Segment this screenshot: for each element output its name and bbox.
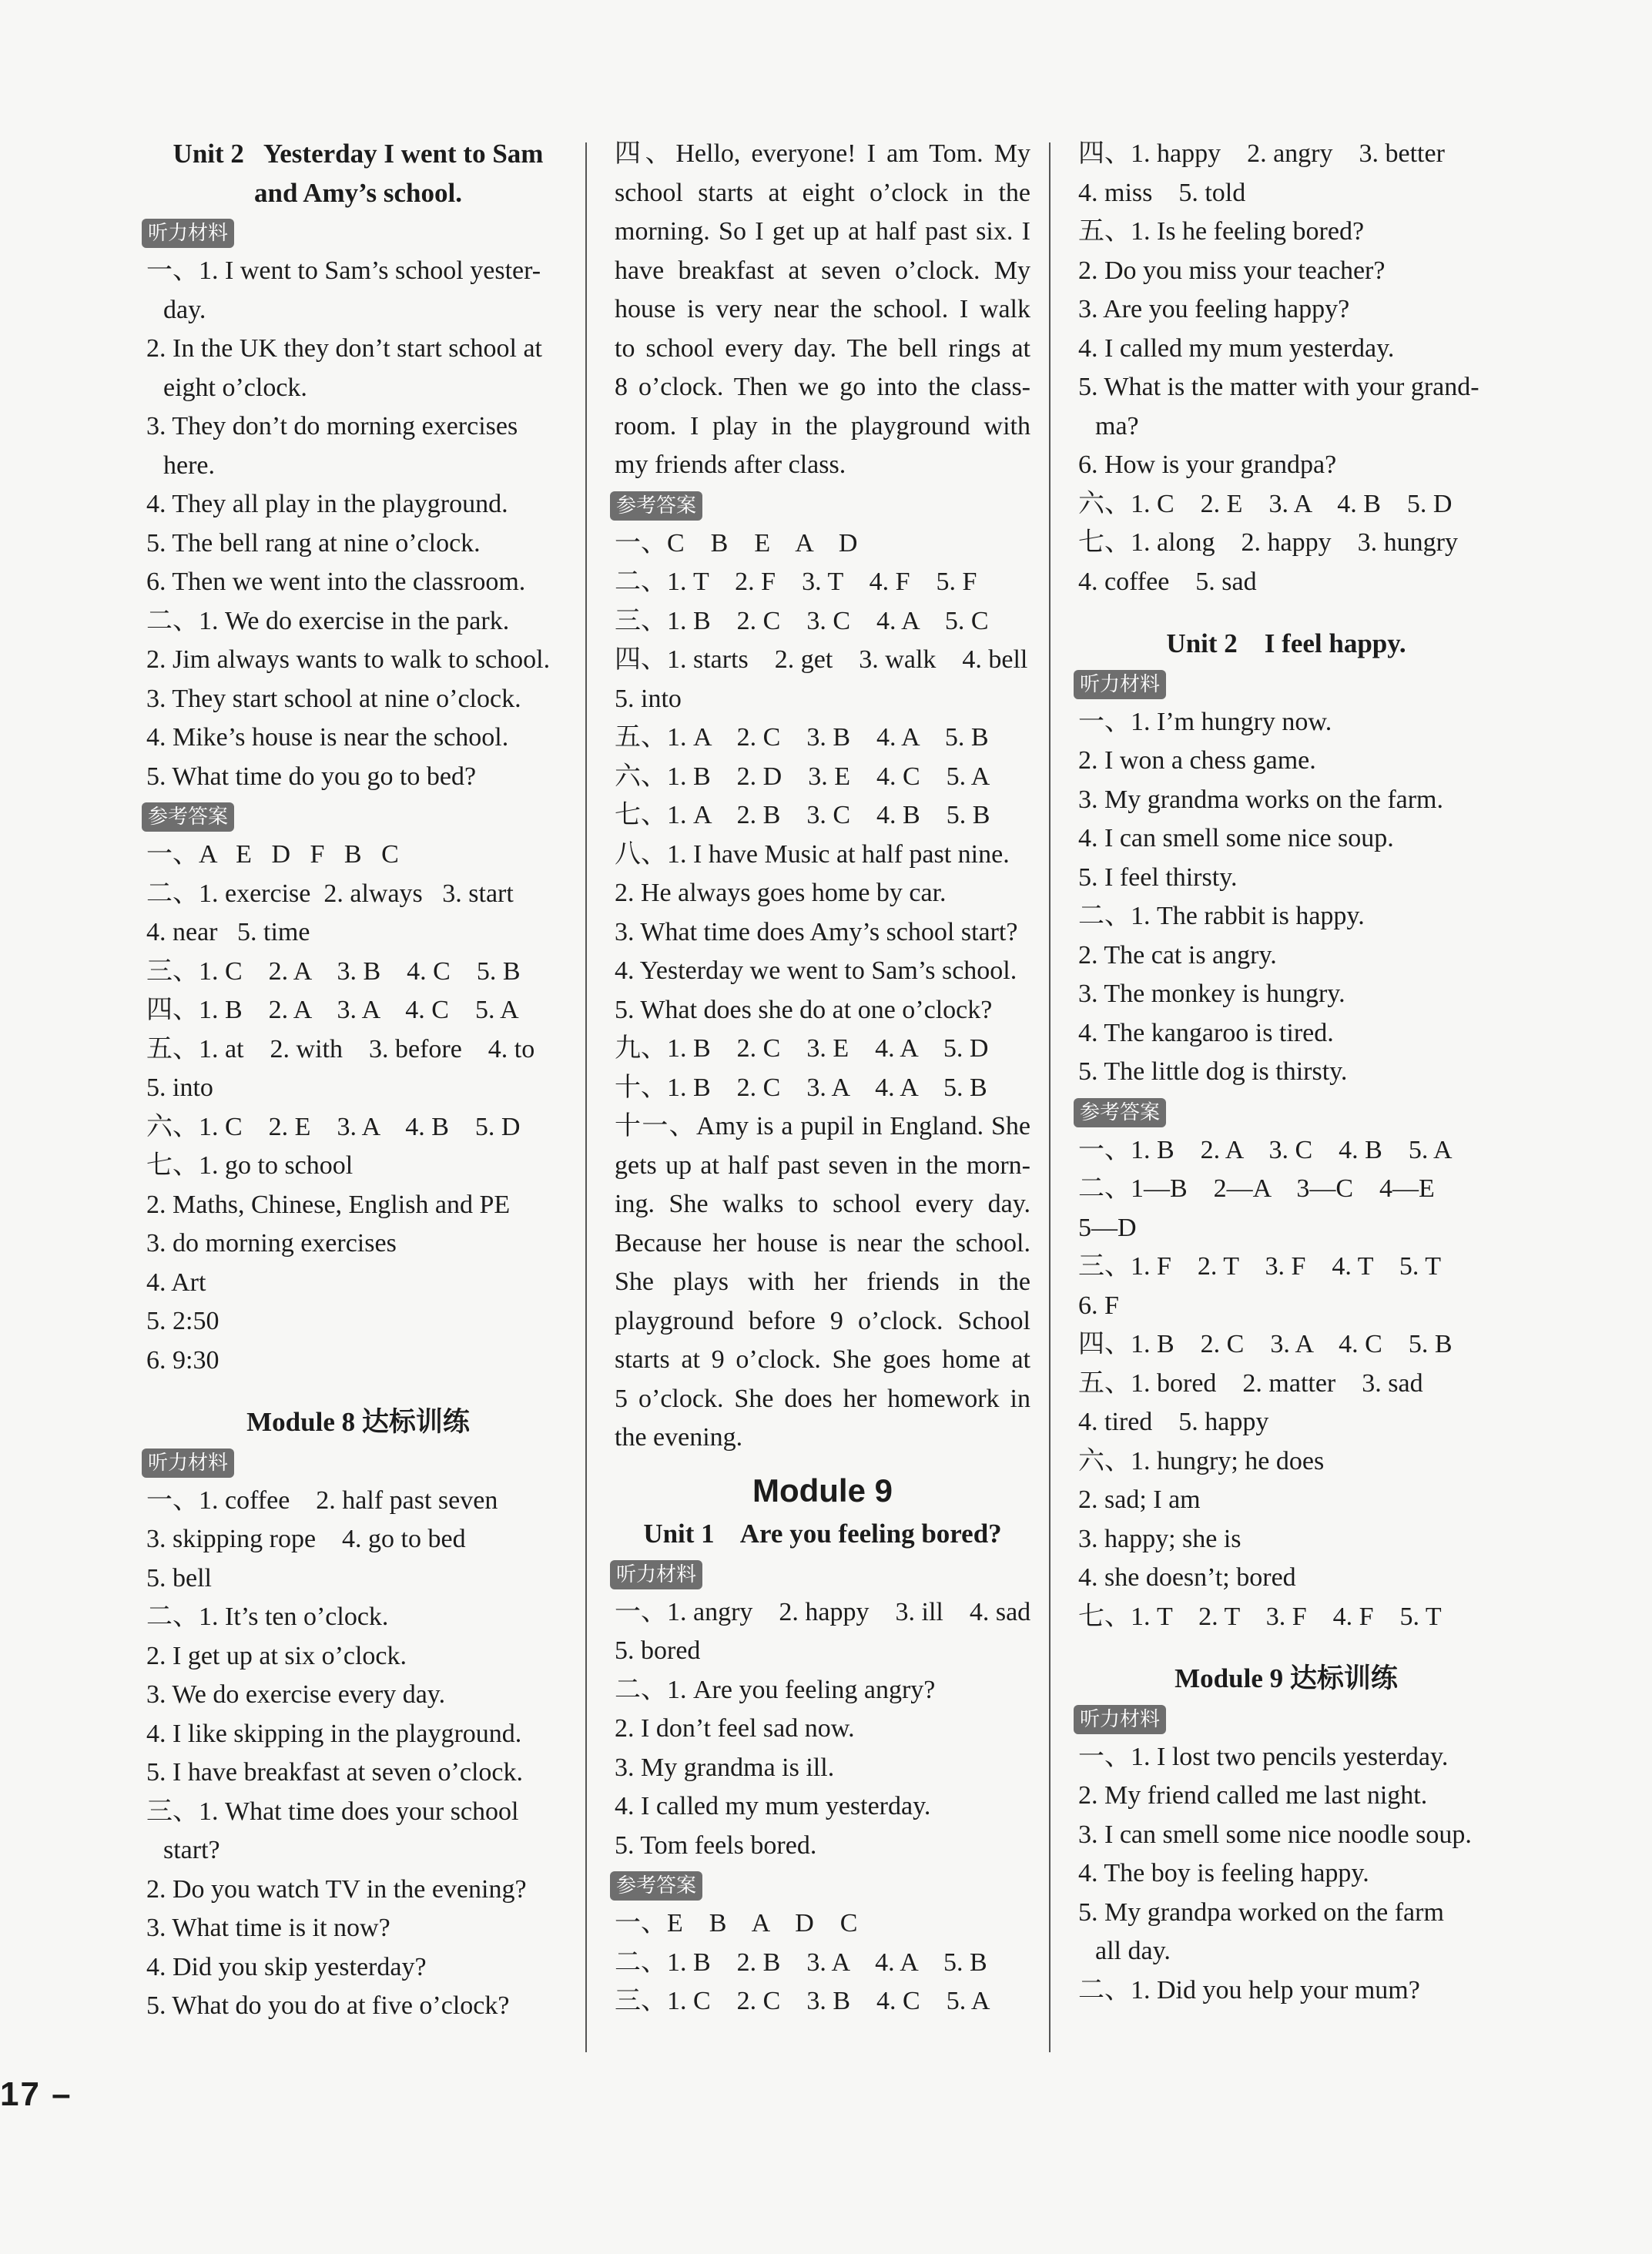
listening-tag: 听力材料 <box>1074 670 1166 699</box>
text-line: 5. The little dog is thirsty. <box>1078 1057 1348 1086</box>
text-line: 3. They start school at nine o’clock. <box>146 684 521 713</box>
text-line: 6. Then we went into the classroom. <box>146 568 526 596</box>
unit2-title: Unit 2 I feel happy. <box>1166 628 1406 658</box>
text-line: ing. She walks to school every day. <box>615 1190 1030 1218</box>
text-line: 六、1. C 2. E 3. A 4. B 5. D <box>146 1112 521 1141</box>
text-line: 五、1. at 2. with 3. before 4. to <box>146 1034 535 1063</box>
text-line: 一、1. I’m hungry now. <box>1078 707 1332 736</box>
answers-tag: 参考答案 <box>142 802 234 832</box>
listening-tag: 听力材料 <box>142 219 234 248</box>
listening-section <box>146 252 570 796</box>
text-line: 一、1. angry 2. happy 3. ill 4. sad <box>615 1597 1031 1626</box>
module9-title: Module 9 <box>752 1472 893 1509</box>
text-line: 三、1. F 2. T 3. F 4. T 5. T <box>1078 1252 1442 1281</box>
text-line: room. I play in the playground with <box>615 411 1030 440</box>
text-line: 2. My friend called me last night. <box>1078 1781 1428 1810</box>
text-line: 四、1. happy 2. angry 3. better <box>1078 139 1445 168</box>
text-line: 四、1. starts 2. get 3. walk 4. bell <box>615 645 1028 674</box>
text-line: 一、A E D F B C <box>146 840 399 869</box>
text-line: 4. I can smell some nice soup. <box>1078 824 1394 852</box>
answers-tag: 参考答案 <box>610 1871 702 1901</box>
text-line: 二、1. Did you help your mum? <box>1078 1975 1420 2004</box>
text-line: 二、1. B 2. B 3. A 4. A 5. B <box>615 1948 987 1977</box>
text-line: have breakfast at seven o’clock. My <box>615 256 1030 285</box>
text-line: 5. bell <box>146 1563 212 1593</box>
text-line: school starts at eight o’clock in the <box>615 178 1030 207</box>
unit1-title: Unit 1 Are you feeling bored? <box>643 1519 1002 1549</box>
text-line: 三、1. C 2. C 3. B 4. C 5. A <box>615 1987 990 2015</box>
text-line: 七、1. along 2. happy 3. hungry <box>1078 528 1458 557</box>
text-line: 2. Do you miss your teacher? <box>1078 256 1386 285</box>
text-line: 2. Jim always wants to walk to school. <box>146 645 551 674</box>
text-line: 2. He always goes home by car. <box>615 879 947 907</box>
text-line: 3. They don’t do morning exercises <box>146 412 518 440</box>
text-line: to school every day. The bell rings at <box>615 333 1030 363</box>
text-line: house is very near the school. I walk <box>615 295 1030 323</box>
unit2-title-line1: Unit 2 Yesterday I went to Sam <box>173 139 544 169</box>
text-line: starts at 9 o’clock. She goes home at <box>615 1345 1030 1374</box>
text-line: 二、1. The rabbit is happy. <box>1078 902 1365 930</box>
text-line: 二、1. We do exercise in the park. <box>146 606 510 635</box>
text-line: 4. near 5. time <box>146 918 310 946</box>
listening-tag: 听力材料 <box>142 1449 234 1478</box>
text-line: 4. I like skipping in the playground. <box>146 1719 522 1748</box>
text-line: 5. The bell rang at nine o’clock. <box>146 528 481 558</box>
text-line: 2. Do you watch TV in the evening? <box>146 1874 527 1904</box>
text-line: 五、1. Is he feeling bored? <box>1078 217 1365 246</box>
text-line: 六、1. hungry; he does <box>1078 1446 1325 1475</box>
text-line: 七、1. T 2. T 3. F 4. F 5. T <box>1078 1602 1442 1631</box>
answers-section <box>615 524 1030 1108</box>
text-line: 3. My grandma works on the farm. <box>1078 785 1444 814</box>
text-line: 4. she doesn’t; bored <box>1078 1563 1296 1592</box>
text-line: 五、1. A 2. C 3. B 4. A 5. B <box>615 723 989 752</box>
passage-tom <box>615 135 1030 485</box>
text-line: 4. The boy is feeling happy. <box>1078 1859 1369 1887</box>
text-line: 3. What time is it now? <box>146 1914 390 1942</box>
text-line: 三、1. What time does your school <box>146 1797 519 1826</box>
text-line: ma? <box>1095 411 1139 440</box>
text-line: 一、1. I went to Sam’s school yester- <box>146 256 541 285</box>
text-line: 5. What time do you go to bed? <box>146 762 477 791</box>
text-line: 4. I called my mum yesterday. <box>615 1792 931 1820</box>
text-line: start? <box>163 1836 220 1864</box>
text-line: 5. I feel thirsty. <box>1078 862 1238 892</box>
text-line: 6. F <box>1078 1291 1119 1320</box>
text-line: 二、1. T 2. F 3. T 4. F 5. F <box>615 568 977 596</box>
text-line: 3. do morning exercises <box>146 1229 397 1258</box>
text-line: 5. bored <box>615 1636 701 1665</box>
text-line: 八、1. I have Music at half past nine. <box>615 839 1010 869</box>
unit2-answers-section <box>1078 1131 1494 1637</box>
text-line: 5. I have breakfast at seven o’clock. <box>146 1758 523 1787</box>
text-line: 六、1. C 2. E 3. A 4. B 5. D <box>1078 489 1453 518</box>
text-line: 6. 9:30 <box>146 1345 219 1375</box>
text-line: eight o’clock. <box>163 373 307 402</box>
listening-tag: 听力材料 <box>1074 1705 1166 1734</box>
text-line: 5. into <box>146 1073 213 1102</box>
text-line: 3. I can smell some nice noodle soup. <box>1078 1820 1472 1849</box>
text-line: 2. sad; I am <box>1078 1485 1201 1514</box>
text-line: 四、1. B 2. A 3. A 4. C 5. A <box>146 996 519 1024</box>
text-line: 2. I get up at six o’clock. <box>146 1641 407 1670</box>
text-line: 5. My grandpa worked on the farm <box>1078 1897 1444 1927</box>
text-line: 4. They all play in the playground. <box>146 490 508 518</box>
text-line: 七、1. A 2. B 3. C 4. B 5. B <box>615 801 990 829</box>
text-line: She plays with her friends in the <box>615 1268 1030 1296</box>
text-line: Because her house is near the school. <box>615 1228 1030 1258</box>
listening-tag: 听力材料 <box>610 1560 702 1589</box>
text-line: 4. tired 5. happy <box>1078 1408 1269 1436</box>
text-line: 2. The cat is angry. <box>1078 940 1277 970</box>
text-line: playground before 9 o’clock. School <box>615 1306 1030 1335</box>
unit2-title-line2: and Amy’s school. <box>253 177 462 208</box>
text-line: 五、1. bored 2. matter 3. sad <box>1078 1368 1423 1398</box>
module8-listening-section <box>146 1482 570 2026</box>
text-line: 5. into <box>615 684 682 713</box>
text-line: 一、E B A D C <box>615 1909 858 1938</box>
text-line: 一、C B E A D <box>615 528 858 558</box>
text-line: 四、1. B 2. C 3. A 4. C 5. B <box>1078 1330 1453 1358</box>
text-line: 3. What time does Amy’s school start? <box>615 917 1018 946</box>
text-line: day. <box>163 295 206 324</box>
text-line: 一、1. coffee 2. half past seven <box>146 1485 498 1515</box>
module9-practice-title: Module 9 达标训练 <box>1174 1663 1398 1693</box>
column-divider <box>1049 142 1051 2052</box>
text-line: 5. 2:50 <box>146 1307 219 1335</box>
text-line: 6. How is your grandpa? <box>1078 450 1337 479</box>
unit1-listening-section <box>615 1593 1030 1866</box>
text-line: the evening. <box>615 1423 743 1452</box>
text-line: 5. What does she do at one o’clock? <box>615 995 993 1024</box>
unit2-listening-section <box>1078 703 1494 1092</box>
text-line: 5—D <box>1078 1213 1137 1242</box>
text-line: 3. happy; she is <box>1078 1524 1242 1553</box>
module8-title: Module 8 达标训练 <box>246 1407 470 1437</box>
text-line: 8 o’clock. Then we go into the class- <box>615 373 1030 401</box>
column-left <box>146 135 570 2026</box>
text-line: 二、1. It’s ten o’clock. <box>146 1603 389 1631</box>
text-line: 4. Art <box>146 1268 206 1297</box>
text-line: gets up at half past seven in the morn- <box>615 1150 1030 1180</box>
text-line: morning. So I get up at half past six. I <box>615 217 1030 246</box>
text-line: 5 o’clock. She does her homework in <box>615 1384 1030 1413</box>
text-line: all day. <box>1095 1937 1171 1965</box>
text-line: 3. We do exercise every day. <box>146 1680 446 1709</box>
unit1-answers-continued <box>1078 135 1494 601</box>
answers-tag: 参考答案 <box>1074 1098 1166 1127</box>
text-line: 4. Did you skip yesterday? <box>146 1952 427 1981</box>
page-number: 17 – <box>0 2075 72 2113</box>
text-line: 3. Are you feeling happy? <box>1078 295 1350 323</box>
text-line: 三、1. B 2. C 3. C 4. A 5. C <box>615 606 989 635</box>
text-line: 4. coffee 5. sad <box>1078 567 1257 596</box>
column-right <box>1078 135 1494 2010</box>
text-line: 七、1. go to school <box>146 1151 354 1180</box>
text-line: 一、1. I lost two pencils yesterday. <box>1078 1742 1449 1771</box>
text-line: my friends after class. <box>615 450 846 479</box>
unit1-answers-section <box>615 1904 1030 2021</box>
text-line: 3. skipping rope 4. go to bed <box>146 1525 466 1553</box>
text-line: 4. I called my mum yesterday. <box>1078 333 1395 363</box>
text-line: 2. I don’t feel sad now. <box>615 1714 855 1743</box>
answers-tag: 参考答案 <box>610 491 702 521</box>
text-line: 3. The monkey is hungry. <box>1078 980 1345 1008</box>
text-line: 四、Hello, everyone! I am Tom. My <box>615 139 1030 168</box>
text-line: 4. Yesterday we went to Sam’s school. <box>615 956 1017 985</box>
text-line: 二、1—B 2—A 3—C 4—E <box>1078 1174 1435 1203</box>
text-line: here. <box>163 450 216 480</box>
text-line: 2. In the UK they don’t start school at <box>146 334 543 363</box>
text-line: 十、1. B 2. C 3. A 4. A 5. B <box>615 1073 987 1102</box>
text-line: 5. What is the matter with your grand- <box>1078 373 1479 401</box>
answers-section <box>146 836 570 1380</box>
passage-amy <box>615 1107 1030 1458</box>
text-line: 3. My grandma is ill. <box>615 1753 835 1782</box>
text-line: 2. I won a chess game. <box>1078 746 1316 775</box>
text-line: 5. Tom feels bored. <box>615 1830 817 1860</box>
text-line: 4. Mike’s house is near the school. <box>146 723 509 752</box>
column-middle <box>615 135 1030 2021</box>
column-divider <box>585 142 587 2052</box>
module9-listening-section <box>1078 1738 1494 2011</box>
text-line: 六、1. B 2. D 3. E 4. C 5. A <box>615 762 990 791</box>
text-line: 5. What do you do at five o’clock? <box>146 1991 510 2020</box>
text-line: 二、1. exercise 2. always 3. start <box>146 879 514 908</box>
text-line: 十一、Amy is a pupil in England. She <box>615 1112 1030 1140</box>
text-line: 一、1. B 2. A 3. C 4. B 5. A <box>1078 1135 1453 1164</box>
text-line: 二、1. Are you feeling angry? <box>615 1675 936 1704</box>
text-line: 2. Maths, Chinese, English and PE <box>146 1190 511 1219</box>
text-line: 4. The kangaroo is tired. <box>1078 1018 1334 1047</box>
text-line: 4. miss 5. told <box>1078 178 1246 207</box>
text-line: 三、1. C 2. A 3. B 4. C 5. B <box>146 956 521 986</box>
text-line: 九、1. B 2. C 3. E 4. A 5. D <box>615 1034 989 1063</box>
